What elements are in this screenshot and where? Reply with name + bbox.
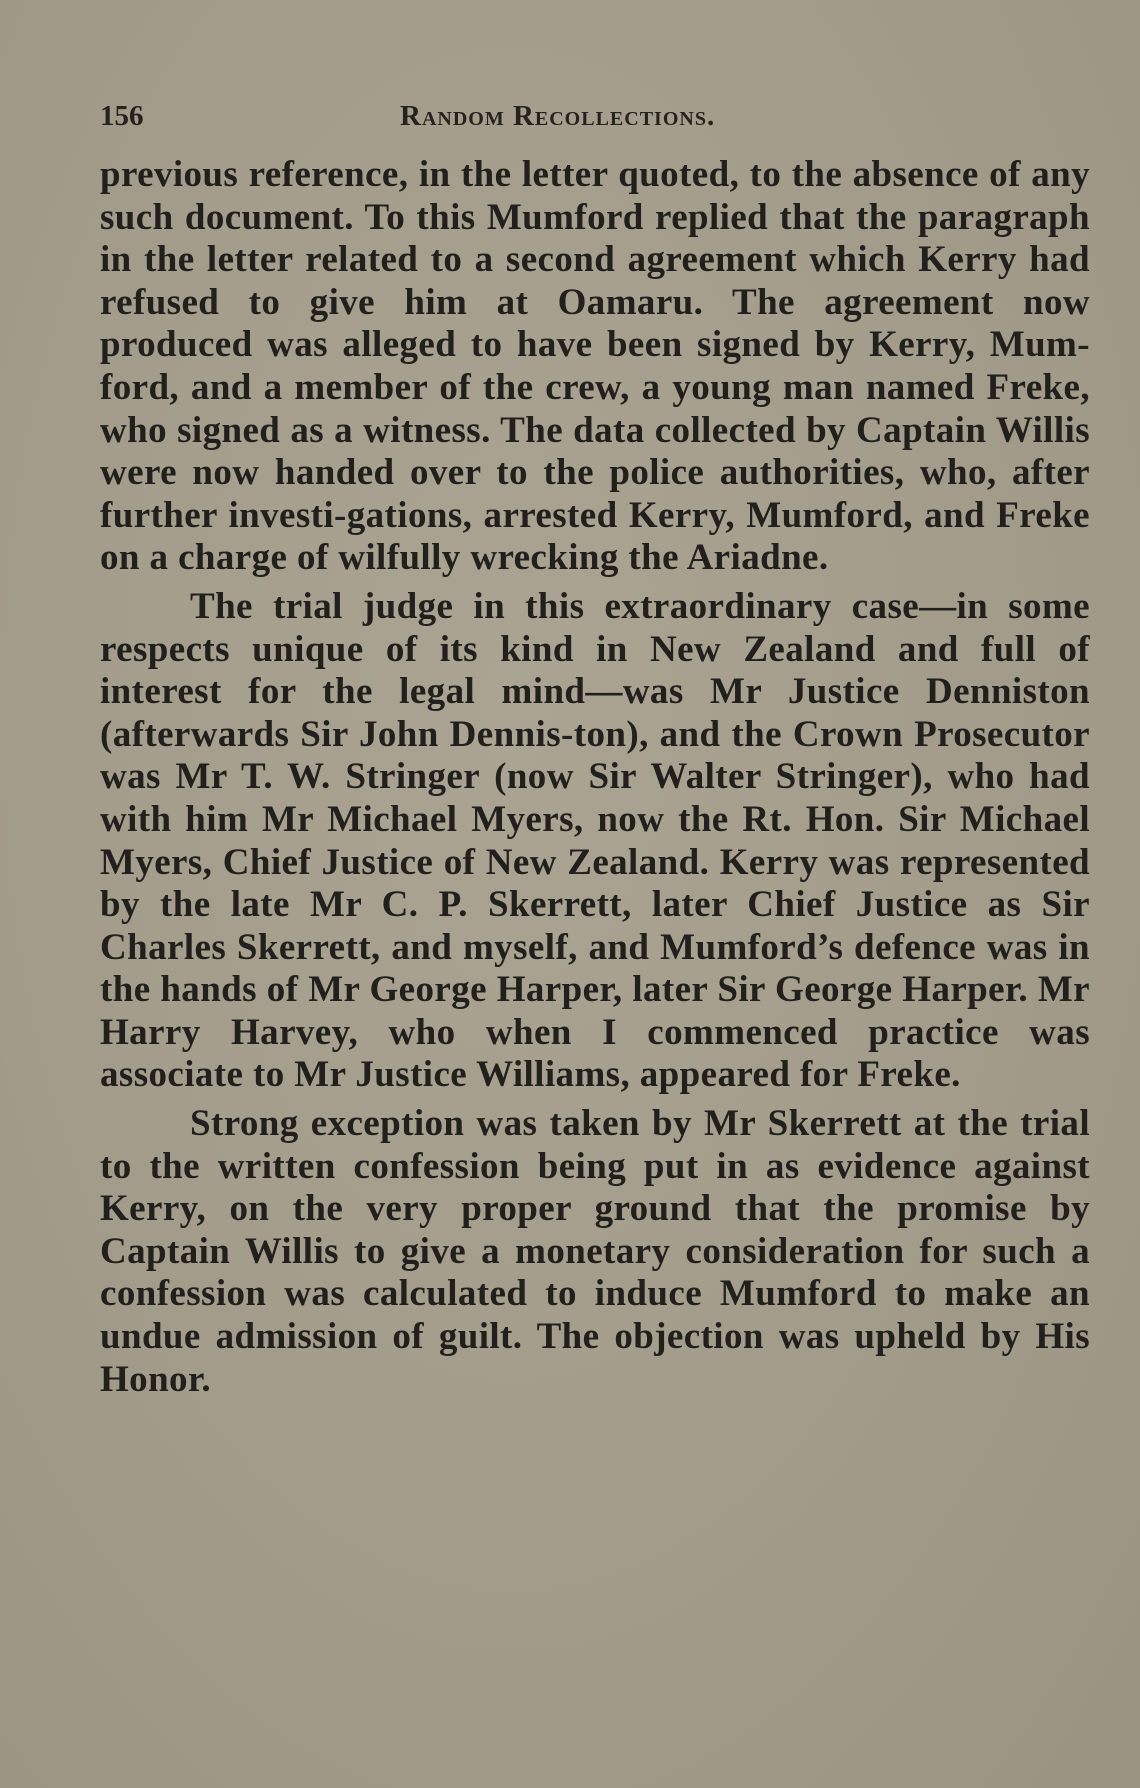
book-page (100, 96, 1090, 1756)
paragraph-2: The trial judge in this extraordinary case—in some respects unique of its kind in New Zealand and full of interest for the legal mind—was Mr Justice Denniston (afterwards Sir John Dennis-ton), and the Crown Prosecutor was Mr T. W. Stringer (now Sir Walter Stringer), who had with him Mr Michael Myers, now the Rt. Hon. Sir Michael Myers, Chief Justice of New Zealand. Kerry was represented by the late Mr C. P. Skerrett, later Chief Justice as Sir Charles Skerrett, and myself, and Mumford’s defence was in the hands of Mr George Harper, later Sir George Harper. Mr Harry Harvey, who when I commenced practice was associate to Mr Justice Williams, appeared for Freke. (100, 585, 1090, 1096)
running-title: Random Recollections. (400, 100, 716, 132)
running-head (100, 96, 1090, 140)
body-text (100, 154, 1090, 1401)
paragraph-3: Strong exception was taken by Mr Skerrett at the trial to the written confession being put in as evidence against Kerry, on the very proper ground that the promise by Captain Willis to give a monetary consideration for such a confession was calculated to induce Mumford to make an undue admission of guilt. The objection was upheld by His Honor. (100, 1103, 1090, 1400)
paragraph-1: previous reference, in the letter quoted, to the absence of any such document. To this Mumford replied that the paragraph in the letter related to a second agreement which Kerry had refused to give him at Oamaru. The agreement now produced was alleged to have been signed by Kerry, Mum-ford, and a member of the crew, a young man named Freke, who signed as a witness. The data collected by Captain Willis were now handed over to the police authorities, who, after further investi-gations, arrested Kerry, Mumford, and Freke on a charge of wilfully wrecking the Ariadne. (100, 154, 1090, 579)
page-number: 156 (100, 100, 144, 132)
